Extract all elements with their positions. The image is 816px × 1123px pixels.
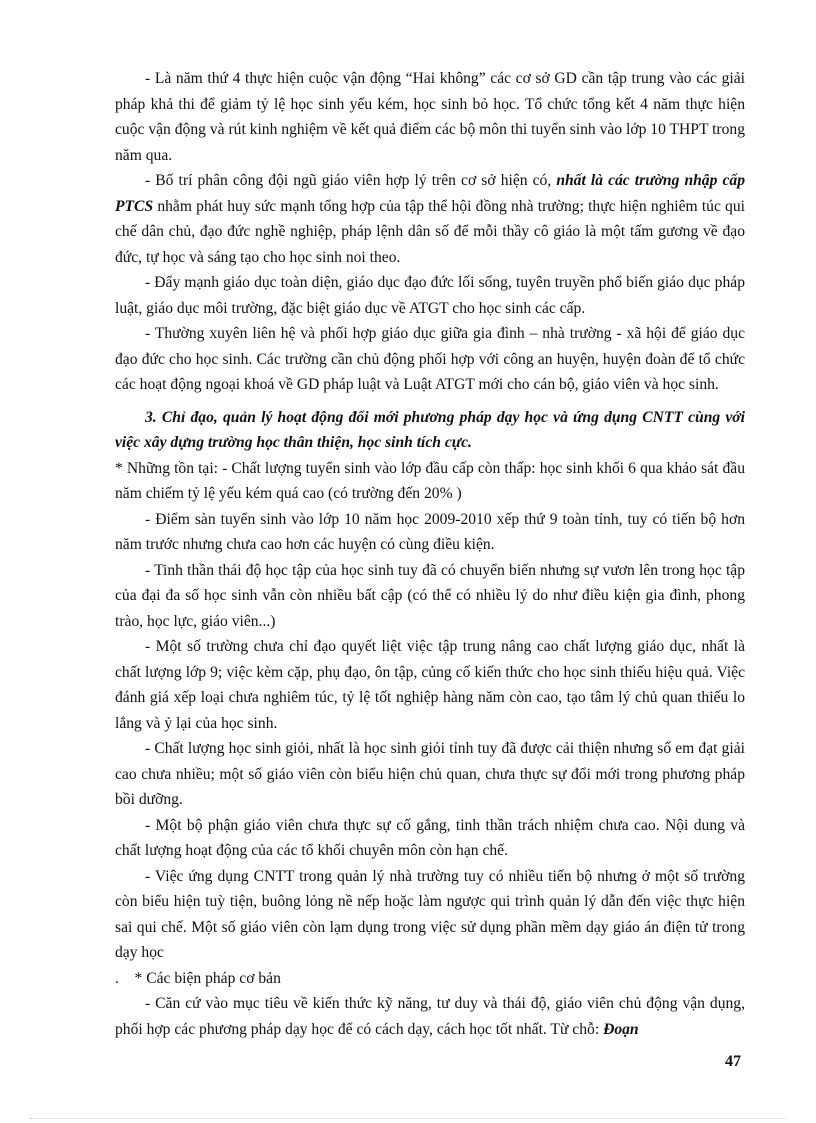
paragraph-gifted-students: - Chất lượng học sinh giỏi, nhất là học sinh giỏi tỉnh tuy đã được cải thiện nhưng số em đạt giải cao chưa nhiều; một số giáo viên còn biểu hiện chủ quan, chưa thực sự đổi mới trong phương pháp bồi dưỡng. bbox=[115, 740, 745, 808]
paragraph-text: nhằm phát huy sức mạnh tổng hợp của tập thể hội đồng nhà trường; thực hiện nghiêm túc qui chế dân chủ, đạo đức nghề nghiệp, pháp lệnh dân số để mỗi thầy cô giáo là một tấm gương về đạo đức, tự học và sáng tạo cho học sinh noi theo. bbox=[115, 197, 745, 266]
paragraph-admission-score: - Điểm sàn tuyển sinh vào lớp 10 năm học 2009-2010 xếp thứ 9 toàn tỉnh, tuy có tiến bộ hơn năm trước nhưng chưa cao hơn các huyện có cùng điều kiện. bbox=[115, 510, 745, 553]
section-heading: 3. Chỉ đạo, quản lý hoạt động đổi mới phương pháp dạy học và ứng dụng CNTT cùng với việc xây dựng trường học thân thiện, học sinh tích cực. bbox=[115, 408, 745, 451]
paragraph-shortcomings: * Những tồn tại: - Chất lượng tuyển sinh vào lớp đầu cấp còn thấp: học sinh khối 6 qua khảo sát đầu năm chiếm tỷ lệ yếu kém quá cao (có trường đến 20% ) bbox=[115, 459, 745, 502]
paragraph-teaching-methods bbox=[115, 991, 745, 1042]
emphasis-text: Đoạn bbox=[603, 1020, 639, 1038]
paragraph-teacher-allocation bbox=[115, 168, 745, 270]
paragraph-it-application: - Việc ứng dụng CNTT trong quản lý nhà trường tuy có nhiều tiến bộ nhưng ở một số trường còn biểu hiện tuỳ tiện, buông lỏng nề nếp hoặc làm ngược qui trình quản lý dẫn đến việc thực hiện sai qui chế. Một số giáo viên còn lạm dụng trong việc sử dụng phần mềm dạy giáo án điện tử trong dạy học bbox=[115, 867, 745, 961]
page-number: 47 bbox=[725, 1053, 741, 1070]
paragraph-learning-attitude: - Tinh thần thái độ học tập của học sinh tuy đã có chuyển biến nhưng sự vươn lên trong học tập của đại đa số học sinh vẫn còn nhiều bất cập (có thể có nhiều lý do như điều kiện gia đình, phong trào, học lực, giáo viên...) bbox=[115, 561, 745, 630]
paragraph-text: - Căn cứ vào mục tiêu về kiến thức kỹ năng, tư duy và thái độ, giáo viên chủ động vận dụng, phối hợp các phương pháp dạy học để có cách dạy, cách học tốt nhất. Từ chỗ: bbox=[115, 995, 745, 1038]
footer-divider bbox=[30, 1118, 786, 1119]
paragraph-teacher-responsibility: - Một bộ phận giáo viên chưa thực sự cố gắng, tinh thần trách nhiệm chưa cao. Nội dung và chất lượng hoạt động của các tổ khối chuyên môn còn hạn chế. bbox=[115, 816, 745, 859]
emphasis-text: nhất là các trường nhập cấp PTCS bbox=[115, 172, 745, 215]
paragraph-quality-direction: - Một số trường chưa chỉ đạo quyết liệt việc tập trung nâng cao chất lượng giáo dục, nhất là chất lượng lớp 9; việc kèm cặp, phụ đạo, ôn tập, củng cố kiến thức cho học sinh thiếu hiệu quả. Việc đánh giá xếp loại chưa nghiêm túc, tỷ lệ tốt nghiệp hàng năm còn cao, tạo tâm lý chủ quan thiếu lo lắng và ỷ lại của học sinh. bbox=[115, 638, 745, 732]
document-body bbox=[115, 66, 745, 1042]
paragraph-comprehensive-education: - Đẩy mạnh giáo dục toàn diện, giáo dục đạo đức lối sống, tuyên truyền phổ biến giáo dục pháp luật, giáo dục môi trường, đặc biệt giáo dục về ATGT cho học sinh các cấp. bbox=[115, 274, 745, 317]
paragraph-text: - Bố trí phân công đội ngũ giáo viên hợp lý trên cơ sở hiện có, bbox=[145, 172, 557, 189]
paragraph-basic-measures: . * Các biện pháp cơ bản bbox=[115, 969, 281, 987]
paragraph-coordination: - Thường xuyên liên hệ và phối hợp giáo dục giữa gia đình – nhà trường - xã hội để giáo dục đạo đức cho học sinh. Các trường cần chủ động phối hợp với công an huyện, huyện đoàn để tổ chức các hoạt động ngoại khoá về GD pháp luật và Luật ATGT mới cho cán bộ, giáo viên và học sinh. bbox=[115, 325, 745, 393]
paragraph-hai-khong: - Là năm thứ 4 thực hiện cuộc vận động “Hai không” các cơ sở GD cần tập trung vào các giải pháp khả thi để giảm tỷ lệ học sinh yếu kém, học sinh bỏ học. Tổ chức tổng kết 4 năm thực hiện cuộc vận động và rút kinh nghiệm về kết quả điểm các bộ môn thi tuyển sinh vào lớp 10 THPT trong năm qua. bbox=[115, 70, 746, 164]
